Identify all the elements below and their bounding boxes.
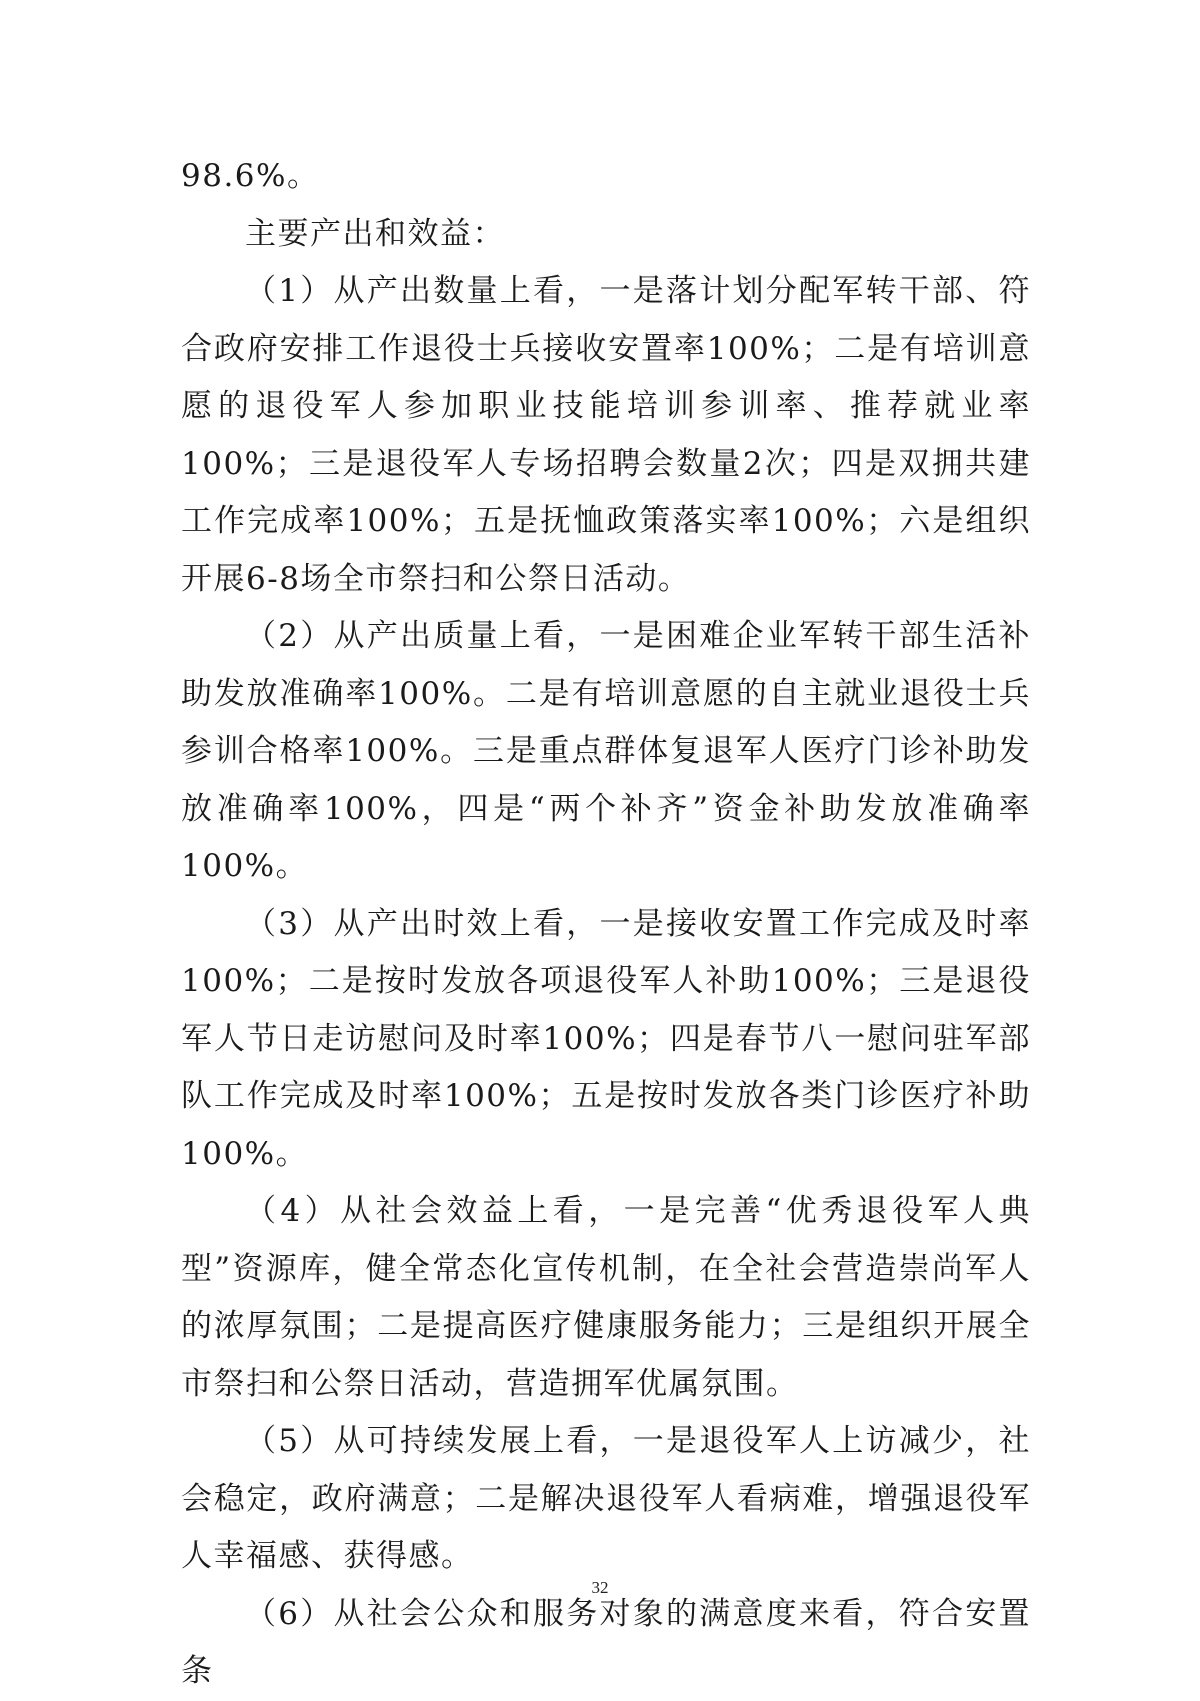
body-text [181, 148, 1031, 1701]
paragraph-output-timeliness: （3）从产出时效上看，一是接收安置工作完成及时率100%；二是按时发放各项退役军人补助100%；三是退役军人节日走访慰问及时率100%；四是春节八一慰问驻军部队工作完成及时率100%；五是按时发放各类门诊医疗补助100%。 [181, 905, 1031, 1172]
paragraph-heading-outputs: 主要产出和效益： [245, 215, 505, 252]
paragraph-output-quality: （2）从产出质量上看，一是困难企业军转干部生活补助发放准确率100%。二是有培训意愿的自主就业退役士兵参训合格率100%。三是重点群体复退军人医疗门诊补助发放准确率100%，四是“两个补齐”资金补助发放准确率100%。 [181, 618, 1031, 884]
paragraph-output-quantity: （1）从产出数量上看，一是落计划分配军转干部、符合政府安排工作退役士兵接收安置率100%；二是有培训意愿的退役军人参加职业技能培训参训率、推荐就业率100%；三是退役军人专场招聘会数量2次；四是双拥共建工作完成率100%；五是抚恤政策落实率100%；六是组织开展6-8场全市祭扫和公祭日活动。 [181, 273, 1031, 597]
paragraph-sustainability: （5）从可持续发展上看，一是退役军人上访减少，社会稳定，政府满意；二是解决退役军人看病难，增强退役军人幸福感、获得感。 [181, 1423, 1031, 1574]
paragraph-social-benefit: （4）从社会效益上看，一是完善“优秀退役军人典型”资源库，健全常态化宣传机制，在全社会营造崇尚军人的浓厚氛围；二是提高医疗健康服务能力；三是组织开展全市祭扫和公祭日活动，营造拥军优属氛围。 [181, 1193, 1031, 1402]
paragraph-continuation: 98.6%。 [181, 158, 320, 194]
page-number: 32 [591, 1578, 609, 1597]
paragraph-satisfaction: （6）从社会公众和服务对象的满意度来看，符合安置条 [181, 1595, 1031, 1689]
